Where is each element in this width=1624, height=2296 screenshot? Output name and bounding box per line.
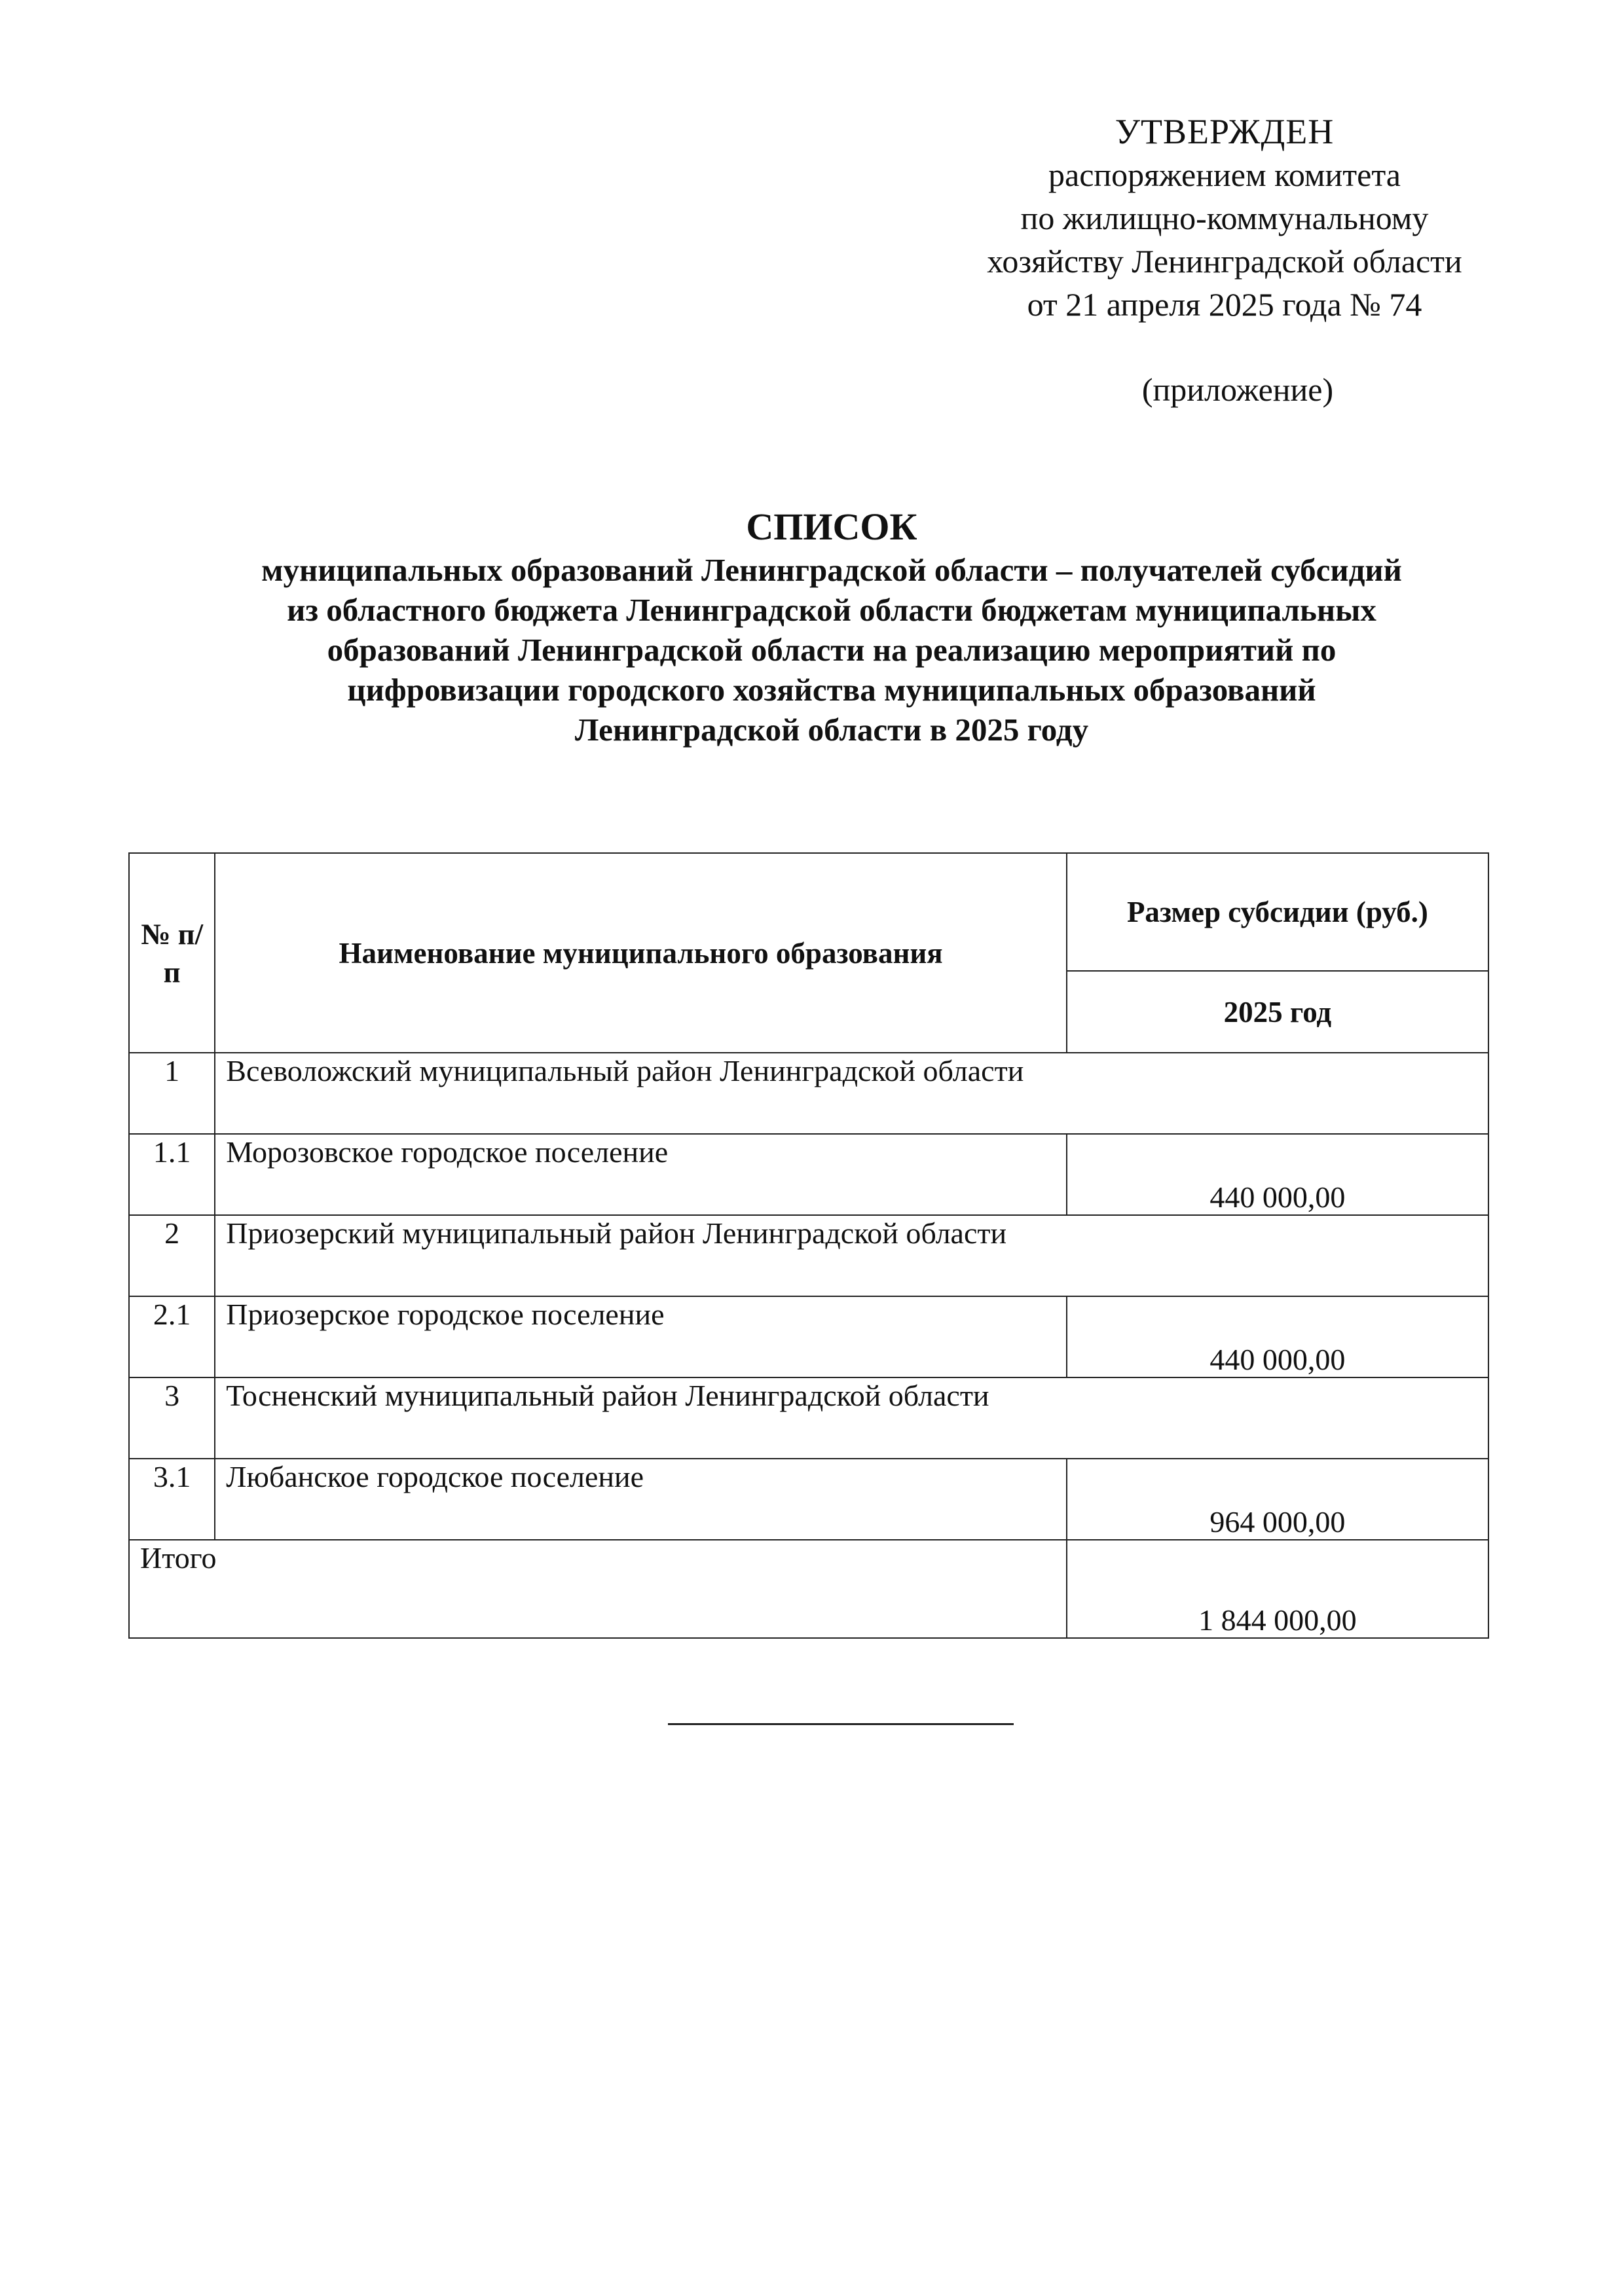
- row-name: Морозовское городское поселение: [215, 1134, 1067, 1215]
- end-rule-divider: [668, 1723, 1014, 1725]
- row-name: Тосненский муниципальный район Ленинградской области: [215, 1377, 1488, 1459]
- total-amount: 1 844 000,00: [1067, 1540, 1488, 1638]
- appendix-label: (приложение): [1141, 371, 1334, 408]
- row-amount: 440 000,00: [1067, 1134, 1488, 1215]
- row-amount: 440 000,00: [1067, 1296, 1488, 1377]
- approval-line: по жилищно-коммунальному: [1020, 200, 1429, 236]
- approval-date-number: от 21 апреля 2025 года № 74: [1027, 286, 1422, 323]
- title-line: Ленинградской области в 2025 году: [574, 712, 1089, 748]
- header-amount: Размер субсидии (руб.): [1067, 853, 1488, 971]
- approval-line: распоряжением комитета: [1048, 156, 1401, 193]
- table-row-settlement: [129, 1459, 1488, 1540]
- row-number: 3: [129, 1377, 215, 1459]
- row-number: 1.1: [129, 1134, 215, 1215]
- table-row-district: [129, 1053, 1488, 1134]
- row-name: Любанское городское поселение: [215, 1459, 1067, 1540]
- approval-title: УТВЕРЖДЕН: [1115, 112, 1335, 151]
- title-line: муниципальных образований Ленинградской области – получателей субсидий: [261, 552, 1402, 588]
- title-main: СПИСОК: [746, 505, 917, 548]
- table-row-settlement: [129, 1296, 1488, 1377]
- title-line: образований Ленинградской области на реализацию мероприятий по: [327, 632, 1337, 668]
- table-row-district: [129, 1215, 1488, 1296]
- row-name: Всеволожский муниципальный район Ленинградской области: [215, 1053, 1488, 1134]
- row-amount: 964 000,00: [1067, 1459, 1488, 1540]
- approval-line: хозяйству Ленинградской области: [987, 243, 1462, 280]
- title-line: из областного бюджета Ленинградской области бюджетам муниципальных: [287, 592, 1376, 628]
- row-number: 1: [129, 1053, 215, 1134]
- row-number: 3.1: [129, 1459, 215, 1540]
- table-row-total: [129, 1540, 1488, 1638]
- approval-block: [884, 110, 1565, 411]
- row-number: 2.1: [129, 1296, 215, 1377]
- row-name: Приозерский муниципальный район Ленинградской области: [215, 1215, 1488, 1296]
- total-label: Итого: [129, 1540, 1067, 1638]
- header-year: 2025 год: [1067, 971, 1488, 1053]
- subsidies-table: [128, 852, 1489, 1639]
- document-title: [131, 504, 1532, 750]
- header-name: Наименование муниципального образования: [215, 853, 1067, 1053]
- title-line: цифровизации городского хозяйства муниципальных образований: [347, 672, 1316, 708]
- row-name: Приозерское городское поселение: [215, 1296, 1067, 1377]
- row-number: 2: [129, 1215, 215, 1296]
- table-header-row: [129, 853, 1488, 971]
- table-row-district: [129, 1377, 1488, 1459]
- table-row-settlement: [129, 1134, 1488, 1215]
- header-number: № п/п: [129, 853, 215, 1053]
